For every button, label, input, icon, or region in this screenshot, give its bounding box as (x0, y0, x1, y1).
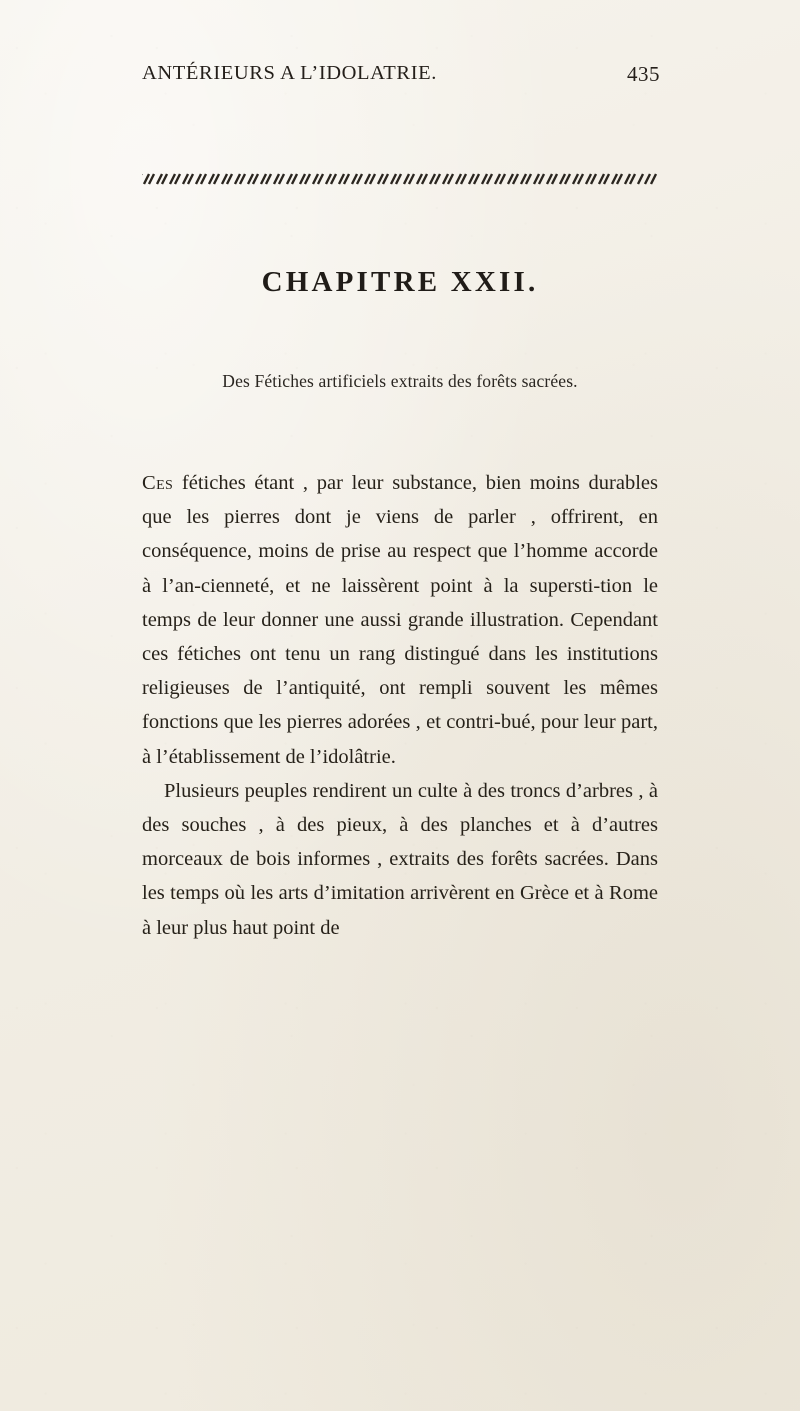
body-text (142, 466, 658, 945)
chapter-subtitle: Des Fétiches artificiels extraits des forêts sacrées. (222, 371, 578, 391)
paragraph-1-opening-words: Ces (142, 472, 174, 494)
paragraph-2: Plusieurs peuples rendirent un culte à des troncs d’arbres , à des souches , à des pieux, à des planches et à d’autres morceaux de bois informes , extraits des forêts sacrées. Dans les temps où les arts d’imitation arrivèrent en Grèce et à Rome à leur plus haut point de (142, 779, 658, 939)
wavy-rule-ornament (142, 170, 658, 188)
running-head (142, 62, 658, 102)
page-content (142, 0, 658, 945)
wavy-rule-icon (142, 170, 658, 188)
running-head-title: ANTÉRIEURS A L’IDOLATRIE. (142, 62, 437, 84)
page-number: 435 (627, 62, 660, 86)
chapter-heading: CHAPITRE XXII. (261, 266, 539, 298)
paragraph-1 (142, 466, 658, 774)
paragraph-1-text: fétiches étant , par leur substance, bien moins durables que les pierres dont je viens de parler , offrirent, en conséquence, moins de prise au respect que l’homme accorde à l’an-cienneté, et ne laissèrent point à la supersti-tion le temps de leur donner une aussi grande illustration. Cependant ces fétiches ont tenu un rang distingué dans les institutions religieuses de l’antiquité, ont rempli souvent les mêmes fonctions que les pierres adorées , et contri-bué, pour leur part, à l’établissement de l’idolâtrie. (142, 472, 658, 768)
